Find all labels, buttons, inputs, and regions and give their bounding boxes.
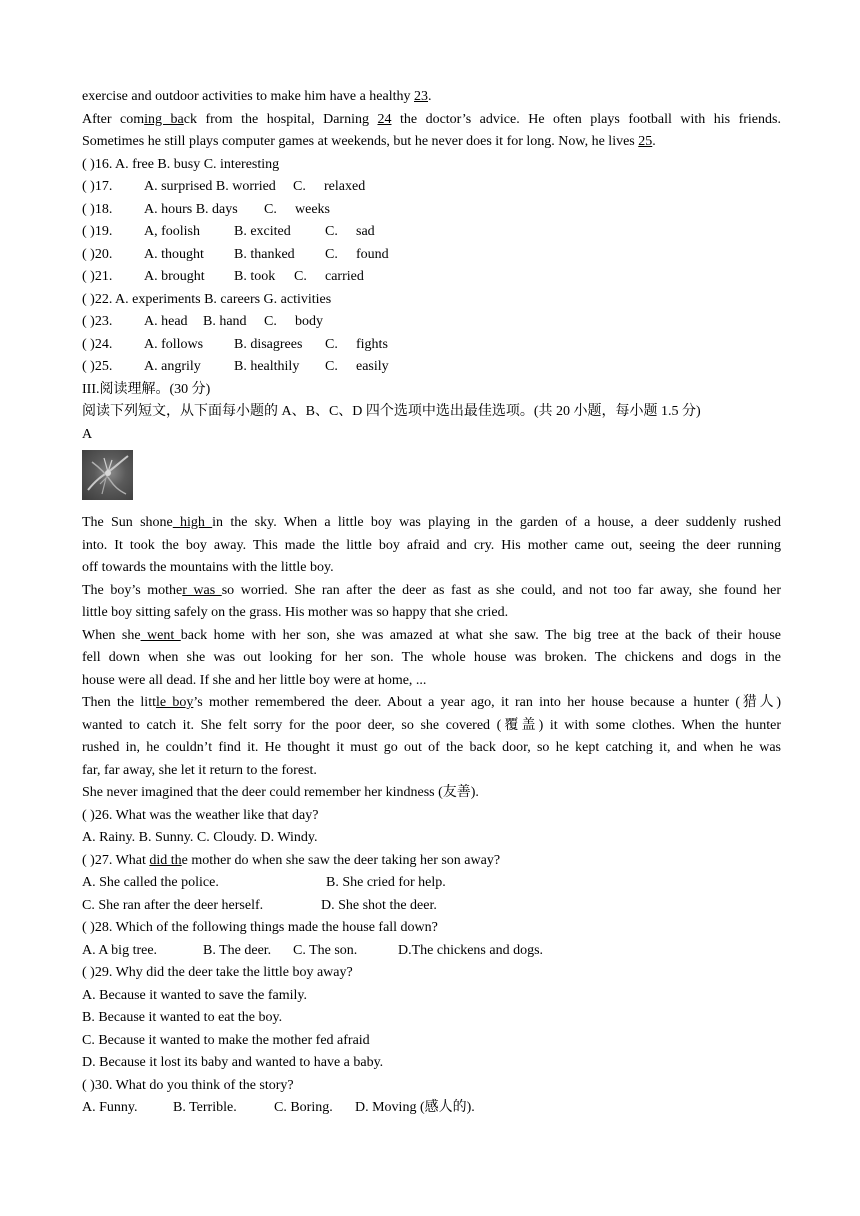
option: B. excited <box>234 224 291 239</box>
passage-text: ck from the hospital, Darning <box>183 111 378 127</box>
option-d: D. Because it lost its baby and wanted to have a baby. <box>82 1055 384 1070</box>
question-number: ( )24. <box>82 336 113 352</box>
option: C. <box>264 314 277 329</box>
underlined-text: r was <box>182 582 222 598</box>
cloze-question-24 <box>82 334 781 357</box>
worksheet-page <box>82 86 781 1120</box>
option: A. brought <box>144 269 205 284</box>
option: B. healthily <box>234 359 300 374</box>
question-number: ( )18. <box>82 201 113 217</box>
passage-text: After com <box>82 111 145 127</box>
question-29: ( )29. Why did the deer take the little boy away? <box>82 965 353 980</box>
option: A. follows <box>144 336 204 352</box>
option: easily <box>356 359 389 374</box>
option: C. <box>264 201 277 217</box>
option-a: A. Because it wanted to save the family. <box>82 987 307 1003</box>
option: B. hand <box>203 314 247 329</box>
cloze-question-23 <box>82 311 781 334</box>
passage-line: little boy sitting safely on the grass. His mother was so happy that she cried. <box>82 605 509 620</box>
cloze-question-19 <box>82 221 781 244</box>
option: A. thought <box>144 246 204 262</box>
option-d: D. Moving (感人的). <box>355 1100 475 1115</box>
question-number: ( )21. <box>82 269 113 284</box>
underlined-text: did th <box>149 852 182 868</box>
passage-text: the doctor’s advice. He often plays football with his friends. <box>391 111 781 127</box>
option: C. <box>325 224 338 239</box>
option: A. head <box>144 314 188 329</box>
question-28-options <box>82 940 781 963</box>
option: A, foolish <box>144 224 200 239</box>
option: found <box>356 246 389 262</box>
passage-text: . <box>652 134 656 149</box>
passage-text: so worried. She ran after the deer as fast as she could, and not too far away, she found her <box>221 582 781 598</box>
passage-line <box>82 692 781 715</box>
option-c: C. She ran after the deer herself. <box>82 897 264 913</box>
passage-text: in the sky. When a little boy was playing in the garden of a house, a deer suddenly rushed <box>212 515 782 530</box>
question-number: ( )25. <box>82 359 113 374</box>
option-a: A. She called the police. <box>82 875 219 890</box>
option: fights <box>356 336 388 352</box>
question-number: ( )23. <box>82 314 113 329</box>
passage-text: exercise and outdoor activities to make him have a healthy <box>82 89 414 104</box>
passage-text: Then the litt <box>82 695 156 710</box>
option: C. <box>325 359 338 374</box>
option-c: C. Boring. <box>274 1100 333 1115</box>
section-instruction: 阅读下列短文，从下面每小题的 A、B、C、D 四个选项中选出最佳选项。(共 20 小题，每小题 1.5 分) <box>82 404 701 419</box>
option-b: B. Because it wanted to eat the boy. <box>82 1010 283 1025</box>
option: C. <box>325 246 338 262</box>
passage-line <box>82 131 781 154</box>
question-27-options <box>82 895 781 918</box>
cloze-question-22 <box>82 289 781 312</box>
section-title: III.阅读理解。(30 分) <box>82 381 211 397</box>
option: A. hours B. days <box>144 201 238 217</box>
passage-line <box>82 86 781 109</box>
option: carried <box>325 269 364 284</box>
option: sad <box>356 224 375 239</box>
option: relaxed <box>324 179 366 194</box>
cloze-question-20 <box>82 244 781 267</box>
option-a: A. A big tree. <box>82 942 158 958</box>
option-b: B. The deer. <box>203 942 272 958</box>
question-number: ( )20. <box>82 246 113 262</box>
passage-line: wanted to catch it. She felt sorry for the poor deer, so she covered (覆盖) it with some clothes. When the hunter <box>82 717 781 733</box>
passage-line <box>82 580 781 603</box>
option-b: B. She cried for help. <box>326 875 446 890</box>
passage-line <box>82 109 781 132</box>
cloze-question-18 <box>82 199 781 222</box>
option-b: B. Terrible. <box>173 1100 237 1115</box>
underlined-text: le boy <box>155 695 194 710</box>
passage-line: far, far away, she let it return to the forest. <box>82 762 317 778</box>
passage-text: back home with her son, she was amazed at what she saw. The big tree at the back of their house <box>180 627 782 643</box>
option-d: D.The chickens and dogs. <box>398 942 544 958</box>
passage-text: The boy’s mothe <box>82 582 183 598</box>
option: B. disagrees <box>234 336 303 352</box>
question-30-options <box>82 1097 781 1120</box>
passage-text: ’s mother remembered the deer. About a year ago, it ran into her house because a hunter (猎人) <box>193 695 782 710</box>
passage-line: She never imagined that the deer could remember her kindness (友善). <box>82 785 479 800</box>
option: B. took <box>234 269 276 284</box>
passage-text: When she <box>82 627 141 643</box>
option-a: A. Funny. <box>82 1100 138 1115</box>
question-27 <box>82 850 781 873</box>
passage-line: rushed in, he couldn’t find it. He thought it must go out of the back door, so he kept catching it, and when he was <box>82 740 781 755</box>
underlined-text: went <box>140 627 181 643</box>
option: body <box>295 314 323 329</box>
question-26-options: A. Rainy. B. Sunny. C. Cloudy. D. Windy. <box>82 830 318 845</box>
question-27-options <box>82 872 781 895</box>
option: C. <box>294 269 307 284</box>
passage-text: The Sun shone <box>82 515 173 530</box>
underlined-text: high <box>172 515 213 530</box>
question-text: ( )22. A. experiments B. careers G. activities <box>82 291 332 307</box>
passage-line: fell down when she was out looking for her son. The whole house was broken. The chickens and dogs in the <box>82 650 781 665</box>
option-d: D. She shot the deer. <box>321 897 437 913</box>
blank-23: 23 <box>414 89 428 104</box>
question-text: ( )27. What <box>82 852 150 868</box>
question-30: ( )30. What do you think of the story? <box>82 1077 294 1093</box>
question-text: ( )16. A. free B. busy C. interesting <box>82 156 280 172</box>
option: A. surprised B. worried <box>144 179 276 194</box>
passage-label: A <box>82 426 93 442</box>
question-text: e mother do when she saw the deer taking her son away? <box>181 852 501 868</box>
cloze-question-17 <box>82 176 781 199</box>
passage-line: into. It took the boy away. This made the little boy afraid and cry. His mother came out, seeing the deer running <box>82 537 781 553</box>
passage-line: off towards the mountains with the little boy. <box>82 560 334 575</box>
passage-line <box>82 625 781 648</box>
passage-text: Sometimes he still plays computer games at weekends, but he never does it for long. Now, he lives <box>82 134 639 149</box>
question-26: ( )26. What was the weather like that day? <box>82 807 319 823</box>
underlined-text: ing ba <box>144 111 184 127</box>
cloze-question-16 <box>82 154 781 177</box>
blank-25: 25 <box>638 134 653 149</box>
option: C. <box>293 179 306 194</box>
option: A. angrily <box>144 359 201 374</box>
question-28: ( )28. Which of the following things made the house fall down? <box>82 920 438 935</box>
deer-photo <box>82 450 133 500</box>
passage-line <box>82 512 781 535</box>
option: C. <box>325 336 338 352</box>
cloze-question-21 <box>82 266 781 289</box>
cloze-question-25 <box>82 356 781 379</box>
question-number: ( )19. <box>82 224 113 239</box>
question-number: ( )17. <box>82 179 113 194</box>
option-c: C. Because it wanted to make the mother fed afraid <box>82 1032 370 1048</box>
passage-line: house were all dead. If she and her little boy were at home, ... <box>82 672 427 688</box>
option: B. thanked <box>234 246 295 262</box>
option-c: C. The son. <box>293 942 358 958</box>
blank-24: 24 <box>377 111 392 127</box>
passage-text: . <box>428 89 432 104</box>
option: weeks <box>295 201 330 217</box>
